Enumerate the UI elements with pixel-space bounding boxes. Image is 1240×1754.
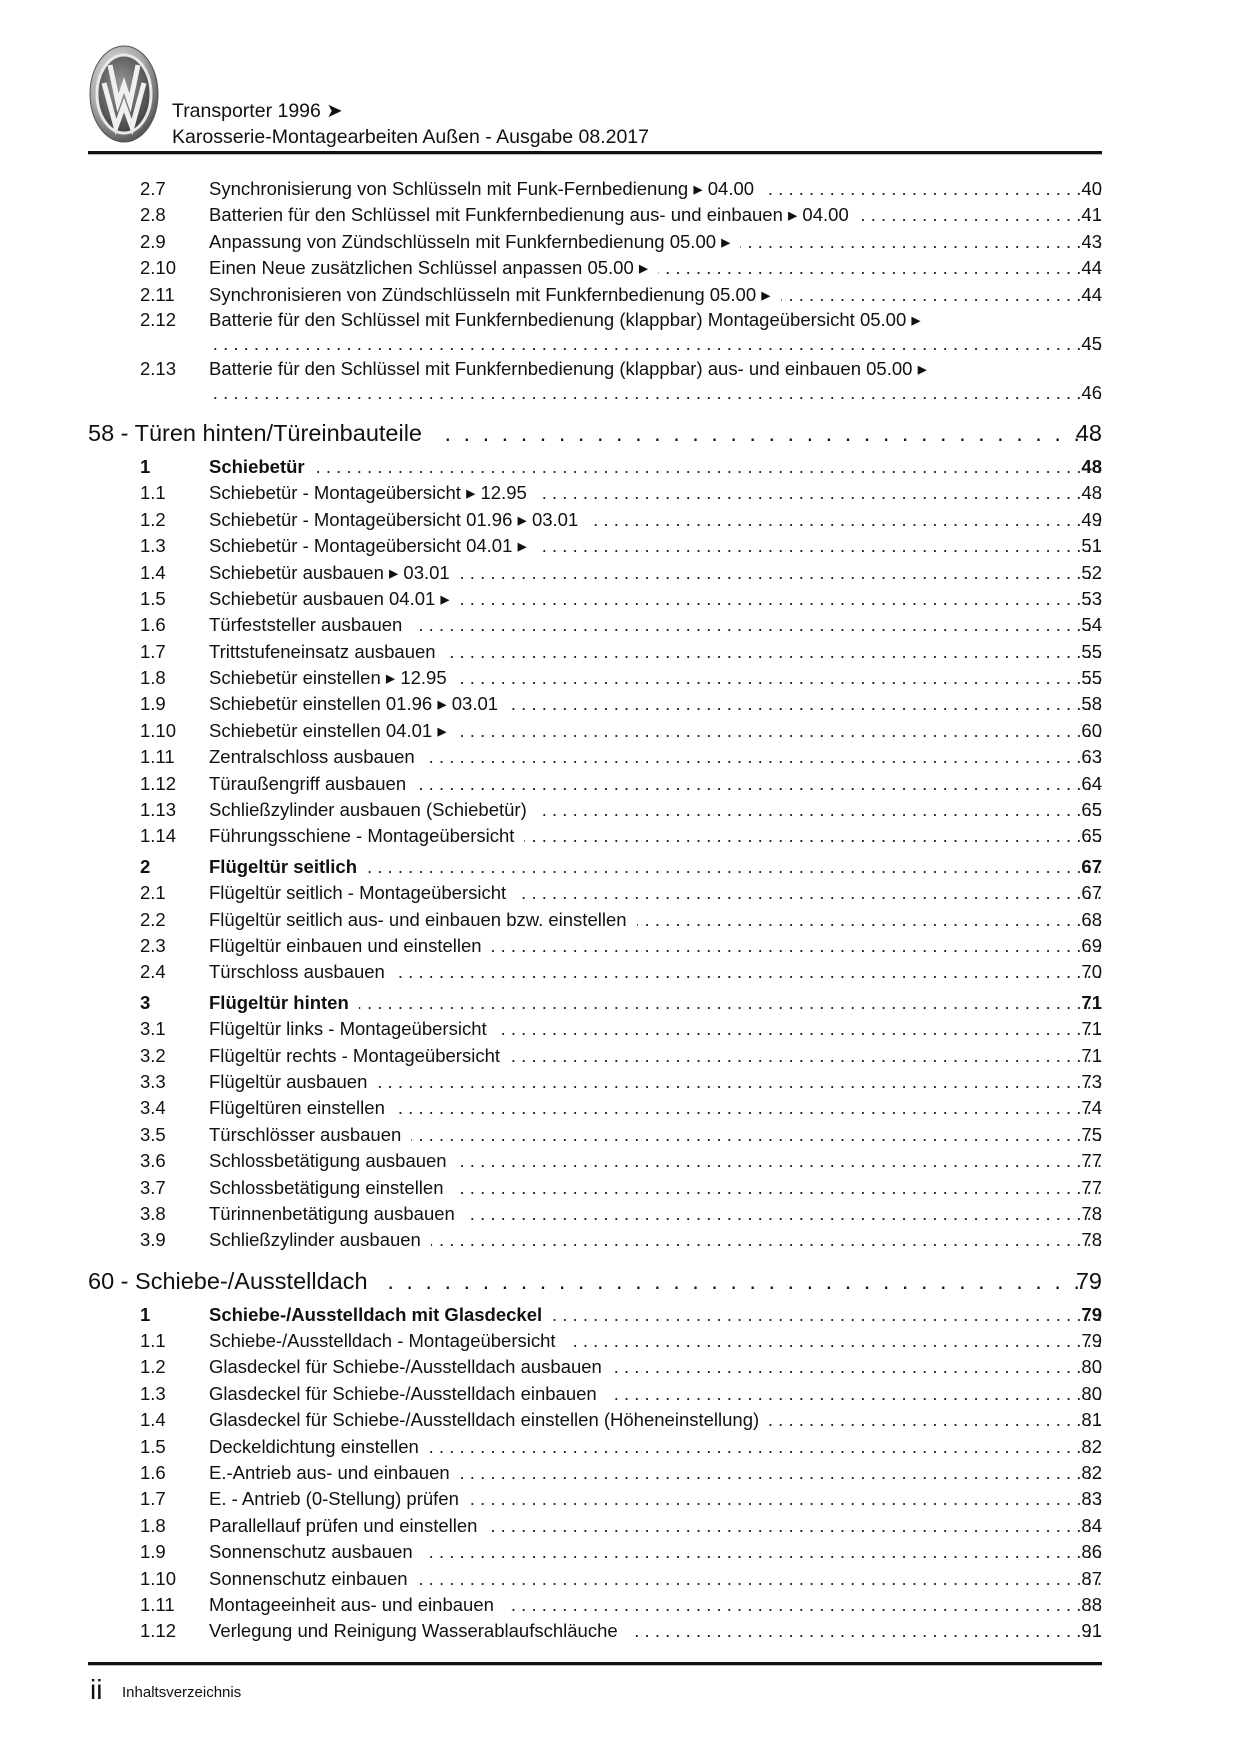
leader-dots (412, 612, 1102, 638)
toc-entry-number: 1.8 (140, 667, 166, 689)
toc-entry-number: 1.6 (140, 1462, 166, 1484)
toc-entry[interactable] (0, 1069, 1240, 1095)
toc-entry[interactable] (0, 1434, 1240, 1460)
toc-entry-title: Verlegung und Reinigung Wasserablaufschläuche (209, 1618, 628, 1644)
toc-entry-number: 1.6 (140, 614, 166, 636)
toc-entry-page: 63 (1081, 746, 1102, 768)
toc-entry[interactable] (0, 771, 1240, 797)
toc-entry-number: 3.3 (140, 1070, 166, 1092)
toc-entry-page: 78 (1081, 1229, 1102, 1251)
toc-entry-page: 45 (1081, 332, 1102, 354)
toc-entry-title: Batterien für den Schlüssel mit Funkfernbedienung aus- und einbauen ▸ 04.00 (209, 202, 859, 228)
leader-dots (460, 586, 1102, 612)
leader-dots (380, 1260, 1102, 1302)
toc-entry[interactable] (0, 907, 1240, 933)
toc-entry-page: 60 (1081, 719, 1102, 741)
leader-dots (457, 1148, 1102, 1174)
toc-entry-page: 46 (1081, 381, 1102, 403)
toc-entry-title: Schließzylinder ausbauen (Schiebetür) (209, 797, 537, 823)
toc-entry-number: 1.14 (140, 825, 177, 847)
toc-entry[interactable] (0, 823, 1240, 849)
leader-dots (460, 1460, 1102, 1486)
toc-entry[interactable] (0, 718, 1240, 744)
toc-entry-number: 1.5 (140, 1435, 166, 1457)
toc-entry[interactable] (0, 1381, 1240, 1407)
leader-dots (429, 1434, 1102, 1460)
leader-dots (469, 1486, 1102, 1512)
leader-dots (769, 1407, 1102, 1433)
toc-entry-number: 1.10 (140, 719, 177, 741)
toc-entry-page: 81 (1081, 1409, 1102, 1431)
toc-entry-title: Schiebetür ausbauen 04.01 ▸ (209, 586, 460, 612)
toc-entry-page: 75 (1081, 1123, 1102, 1145)
toc-entry-number: 2.2 (140, 908, 166, 930)
toc-entry[interactable] (0, 1016, 1240, 1042)
toc-entry-page: 74 (1081, 1097, 1102, 1119)
leader-dots (658, 255, 1102, 281)
toc-entry[interactable] (0, 1122, 1240, 1148)
toc-entry-title: Schlossbetätigung einstellen (209, 1175, 454, 1201)
toc-entry-number: 3.5 (140, 1123, 166, 1145)
toc-entry[interactable] (0, 1566, 1240, 1592)
toc-entry[interactable] (0, 480, 1240, 506)
toc-entry-title: Montageeinheit aus- und einbauen (209, 1592, 504, 1618)
toc-entry-title: Schiebetür - Montageübersicht ▸ 12.95 (209, 480, 537, 506)
leader-dots (457, 718, 1102, 744)
leader-dots (431, 1227, 1102, 1253)
toc-entry[interactable] (0, 691, 1240, 717)
toc-entry-page: 52 (1081, 561, 1102, 583)
toc-entry[interactable] (0, 1043, 1240, 1069)
leader-dots (508, 691, 1102, 717)
toc-section-heading[interactable] (0, 854, 1240, 880)
toc-entry-page: 71 (1081, 1044, 1102, 1066)
chapter-page: 48 (1075, 419, 1102, 446)
toc-entry-title: Deckeldichtung einstellen (209, 1434, 429, 1460)
toc-entry-number: 1.5 (140, 587, 166, 609)
toc-entry-number: 2.9 (140, 230, 166, 252)
toc-entry-page: 91 (1081, 1620, 1102, 1642)
toc-entry[interactable] (0, 1201, 1240, 1227)
toc-entry-title: E.-Antrieb aus- und einbauen (209, 1460, 460, 1486)
toc-entry-title: Flügeltür rechts - Montageübersicht (209, 1043, 510, 1069)
toc-entry-number: 3.2 (140, 1044, 166, 1066)
toc-entry[interactable] (0, 176, 1240, 202)
toc-entry-page: 69 (1081, 934, 1102, 956)
toc-entry-title: Einen Neue zusätzlichen Schlüssel anpassen 05.00 ▸ (209, 255, 658, 281)
toc-entry-number: 1.1 (140, 482, 166, 504)
toc-entry[interactable] (0, 1618, 1240, 1644)
toc-entry-page: 55 (1081, 667, 1102, 689)
toc-entry-page: 77 (1081, 1176, 1102, 1198)
toc-entry-number: 1.3 (140, 535, 166, 557)
toc-entry-title: Flügeltür einbauen und einstellen (209, 933, 492, 959)
toc-entry-title: Flügeltür ausbauen (209, 1069, 377, 1095)
toc-entry-number: 1.9 (140, 693, 166, 715)
leader-dots (781, 282, 1102, 308)
toc-entry[interactable] (0, 797, 1240, 823)
leader-dots (537, 533, 1102, 559)
toc-entry-number: 3.7 (140, 1176, 166, 1198)
toc-entry-number: 3.8 (140, 1202, 166, 1224)
toc-entry[interactable] (0, 1095, 1240, 1121)
toc-entry-title: Schiebetür ausbauen ▸ 03.01 (209, 560, 460, 586)
toc-entry-page: 71 (1081, 991, 1102, 1013)
leader-dots (209, 381, 1102, 404)
toc-entry[interactable] (0, 959, 1240, 985)
toc-entry[interactable] (0, 1227, 1240, 1253)
toc-section-heading[interactable] (0, 990, 1240, 1016)
toc-entry-title: Schiebetür (209, 454, 315, 480)
leader-dots (566, 1328, 1102, 1354)
header-divider (88, 151, 1102, 154)
leader-dots (588, 507, 1102, 533)
toc-entry-number: 1.13 (140, 799, 177, 821)
toc-entry-number: 1.1 (140, 1330, 166, 1352)
toc-entry-page: 82 (1081, 1462, 1102, 1484)
chapter-page: 79 (1075, 1267, 1102, 1294)
toc-entry[interactable] (0, 255, 1240, 281)
toc-entry-page: 67 (1081, 882, 1102, 904)
toc-entry[interactable] (0, 1592, 1240, 1618)
toc-entry[interactable] (0, 933, 1240, 959)
toc-entry-number: 2.12 (140, 308, 177, 330)
toc-entry-number: 1.12 (140, 772, 177, 794)
toc-entry[interactable] (0, 1486, 1240, 1512)
leader-dots (359, 990, 1102, 1016)
leader-dots (377, 1069, 1102, 1095)
toc-entry-page: 41 (1081, 204, 1102, 226)
toc-entry-number: 1.4 (140, 561, 166, 583)
toc-entry-page: 84 (1081, 1514, 1102, 1536)
toc-entry-title: Schiebetür einstellen 01.96 ▸ 03.01 (209, 691, 508, 717)
toc-entry-number: 3.6 (140, 1150, 166, 1172)
toc-entry[interactable] (0, 560, 1240, 586)
toc-entry-page: 53 (1081, 587, 1102, 609)
toc-entry[interactable] (0, 612, 1240, 638)
toc-entry-title: Batterie für den Schlüssel mit Funkfernbedienung (klappbar) Montageübersicht 05.00 ▸ (209, 308, 921, 330)
toc-entry[interactable] (0, 308, 1240, 357)
toc-entry-number: 2.1 (140, 882, 166, 904)
leader-dots (537, 797, 1102, 823)
toc-entry-number: 1.7 (140, 1488, 166, 1510)
toc-entry-title: Batterie für den Schlüssel mit Funkfernbedienung (klappbar) aus- und einbauen 05.00 ▸ (209, 357, 927, 379)
toc-entry-number: 2.3 (140, 934, 166, 956)
leader-dots (487, 1513, 1102, 1539)
leader-dots (465, 1201, 1102, 1227)
leader-dots (552, 1302, 1102, 1328)
toc-entry-title: Flügeltür seitlich aus- und einbauen bzw. einstellen (209, 907, 637, 933)
toc-section-heading[interactable] (0, 1302, 1240, 1328)
toc-entry-number: 3.4 (140, 1097, 166, 1119)
toc-entry-title: Flügeltür hinten (209, 990, 359, 1016)
toc-entry[interactable] (0, 744, 1240, 770)
toc-entry[interactable] (0, 507, 1240, 533)
toc-entry-title: Schiebetür - Montageübersicht 01.96 ▸ 03.01 (209, 507, 588, 533)
leader-dots (637, 907, 1102, 933)
chapter-title: 60 - Schiebe-/Ausstelldach (88, 1267, 368, 1294)
toc-entry-page: 48 (1081, 482, 1102, 504)
leader-dots (460, 560, 1102, 586)
toc-entry-title: Sonnenschutz ausbauen (209, 1539, 423, 1565)
leader-dots (209, 332, 1102, 355)
toc-entry-title: Glasdeckel für Schiebe-/Ausstelldach einbauen (209, 1381, 607, 1407)
footer-section-label: Inhaltsverzeichnis (122, 1684, 242, 1701)
toc-entry-title: E. - Antrieb (0-Stellung) prüfen (209, 1486, 469, 1512)
leader-dots (524, 823, 1102, 849)
toc-entry[interactable] (0, 665, 1240, 691)
toc-entry-title: Schiebetür einstellen ▸ 12.95 (209, 665, 457, 691)
toc-entry[interactable] (0, 880, 1240, 906)
toc-entry-number: 2 (140, 855, 151, 877)
toc-entry[interactable] (0, 639, 1240, 665)
toc-entry-page: 40 (1081, 178, 1102, 199)
toc-entry-number: 1 (140, 1303, 151, 1325)
toc-entry-title: Synchronisieren von Zündschlüsseln mit Funkfernbedienung 05.00 ▸ (209, 282, 781, 308)
leader-dots (764, 176, 1102, 202)
toc-entry-number: 1.4 (140, 1409, 166, 1431)
toc-entry-number: 1.11 (140, 746, 175, 768)
toc-entry-title: Türinnenbetätigung ausbauen (209, 1201, 465, 1227)
toc-entry-title: Türaußengriff ausbauen (209, 771, 416, 797)
leader-dots (425, 744, 1102, 770)
toc-entry-page: 80 (1081, 1382, 1102, 1404)
toc-entry-page: 86 (1081, 1541, 1102, 1563)
toc-entry-title: Flügeltüren einstellen (209, 1095, 395, 1121)
toc-entry-title: Flügeltür seitlich - Montageübersicht (209, 880, 516, 906)
toc-entry[interactable] (0, 229, 1240, 255)
leader-dots (434, 412, 1102, 454)
toc-entry-page: 43 (1081, 230, 1102, 252)
toc-entry-page: 79 (1081, 1330, 1102, 1352)
toc-entry-title: Türfeststeller ausbauen (209, 612, 412, 638)
leader-dots (510, 1043, 1102, 1069)
toc-entry-number: 3 (140, 991, 151, 1013)
toc-entry-title: Trittstufeneinsatz ausbauen (209, 639, 446, 665)
toc-entry[interactable] (0, 586, 1240, 612)
toc-entry-number: 1 (140, 455, 151, 477)
toc-entry-number: 2.7 (140, 178, 166, 199)
toc-entry[interactable] (0, 202, 1240, 228)
toc-entry-page: 79 (1081, 1303, 1102, 1325)
toc-entry-page: 55 (1081, 640, 1102, 662)
toc-entry-page: 44 (1081, 283, 1102, 305)
toc-section-heading[interactable] (0, 454, 1240, 480)
toc-entry-title: Glasdeckel für Schiebe-/Ausstelldach ausbauen (209, 1354, 612, 1380)
toc-entry-title: Führungsschiene - Montageübersicht (209, 823, 524, 849)
toc-entry-page: 88 (1081, 1593, 1102, 1615)
toc-entry-title: Schiebetür einstellen 04.01 ▸ (209, 718, 457, 744)
toc-entry-page: 67 (1081, 855, 1102, 877)
toc-entry-title: Flügeltür seitlich (209, 854, 367, 880)
toc-entry[interactable] (0, 282, 1240, 308)
toc-entry-number: 1.7 (140, 640, 166, 662)
vw-logo-icon (88, 43, 160, 145)
toc-entry-title: Synchronisierung von Schlüsseln mit Funk-Fernbedienung ▸ 04.00 (209, 176, 764, 202)
toc-entry[interactable] (0, 1175, 1240, 1201)
toc-entry-page: 80 (1081, 1356, 1102, 1378)
toc-entry-title: Sonnenschutz einbauen (209, 1566, 418, 1592)
leader-dots (446, 639, 1102, 665)
toc-entry-page: 73 (1081, 1070, 1102, 1092)
toc-entry-page: 65 (1081, 799, 1102, 821)
toc-entry-page: 78 (1081, 1202, 1102, 1224)
toc-entry-number: 1.3 (140, 1382, 166, 1404)
toc-entry-title: Türschlösser ausbauen (209, 1122, 411, 1148)
toc-entry[interactable] (0, 1354, 1240, 1380)
toc-entry-title: Zentralschloss ausbauen (209, 744, 425, 770)
chapter-heading-58[interactable] (0, 412, 1240, 454)
toc-entry-number: 1.2 (140, 1356, 166, 1378)
leader-dots (497, 1016, 1102, 1042)
toc-entry[interactable] (0, 1539, 1240, 1565)
toc-entry-page: 64 (1081, 772, 1102, 794)
toc-entry[interactable] (0, 357, 1240, 406)
toc-entry-number: 2.8 (140, 204, 166, 226)
leader-dots (367, 854, 1102, 880)
toc-entry[interactable] (0, 1328, 1240, 1354)
toc-entry[interactable] (0, 1407, 1240, 1433)
leader-dots (423, 1539, 1102, 1565)
toc-entry[interactable] (0, 1513, 1240, 1539)
toc-entry-number: 1.2 (140, 508, 166, 530)
toc-entry-page: 70 (1081, 961, 1102, 983)
toc-entry-number: 2.10 (140, 257, 177, 279)
header-manual-title: Karosserie-Montagearbeiten Außen - Ausgabe 08.2017 (172, 126, 649, 148)
toc-entry-number: 2.13 (140, 357, 177, 379)
toc-entry-title: Schiebe-/Ausstelldach mit Glasdeckel (209, 1302, 552, 1328)
footer-divider (88, 1662, 1102, 1665)
toc-entry[interactable] (0, 1148, 1240, 1174)
leader-dots (315, 454, 1102, 480)
footer-page-number: ii (90, 1674, 103, 1705)
toc-entry-page: 71 (1081, 1018, 1102, 1040)
leader-dots (457, 665, 1102, 691)
leader-dots (411, 1122, 1102, 1148)
leader-dots (537, 480, 1102, 506)
toc-entry-number: 3.9 (140, 1229, 166, 1251)
header-vehicle-title: Transporter 1996 ➤ (172, 100, 343, 122)
toc-entry-title: Schließzylinder ausbauen (209, 1227, 431, 1253)
toc-entry-title: Schiebetür - Montageübersicht 04.01 ▸ (209, 533, 537, 559)
toc-entry-page: 83 (1081, 1488, 1102, 1510)
leader-dots (418, 1566, 1102, 1592)
toc-entry[interactable] (0, 533, 1240, 559)
toc-entry-title: Türschloss ausbauen (209, 959, 395, 985)
toc-entry-page: 82 (1081, 1435, 1102, 1457)
toc-entry-title: Anpassung von Zündschlüsseln mit Funkfernbedienung 05.00 ▸ (209, 229, 740, 255)
toc-entry-number: 1.9 (140, 1541, 166, 1563)
leader-dots (740, 229, 1102, 255)
toc-entry-page: 54 (1081, 614, 1102, 636)
toc-entry-page: 77 (1081, 1150, 1102, 1172)
toc-entry-page: 58 (1081, 693, 1102, 715)
toc-entry-title: Schiebe-/Ausstelldach - Montageübersicht (209, 1328, 566, 1354)
toc-entry-title: Schlossbetätigung ausbauen (209, 1148, 457, 1174)
leader-dots (416, 771, 1102, 797)
toc-entry-number: 2.4 (140, 961, 166, 983)
leader-dots (395, 959, 1102, 985)
leader-dots (516, 880, 1102, 906)
leader-dots (395, 1095, 1102, 1121)
toc-entry-number: 1.8 (140, 1514, 166, 1536)
table-of-contents (0, 176, 1240, 1645)
toc-entry-page: 68 (1081, 908, 1102, 930)
toc-entry-number: 1.11 (140, 1593, 175, 1615)
toc-entry-page: 87 (1081, 1567, 1102, 1589)
toc-entry-number: 1.10 (140, 1567, 177, 1589)
leader-dots (504, 1592, 1102, 1618)
toc-entry-title: Parallellauf prüfen und einstellen (209, 1513, 487, 1539)
toc-entry-page: 51 (1081, 535, 1102, 557)
toc-entry-page: 49 (1081, 508, 1102, 530)
toc-entry-number: 3.1 (140, 1018, 166, 1040)
chapter-title: 58 - Türen hinten/Türeinbauteile (88, 419, 423, 446)
chapter-heading-60[interactable] (0, 1260, 1240, 1302)
leader-dots (492, 933, 1102, 959)
toc-entry-page: 48 (1081, 455, 1102, 477)
toc-entry-title: Flügeltür links - Montageübersicht (209, 1016, 497, 1042)
toc-entry-page: 65 (1081, 825, 1102, 847)
leader-dots (607, 1381, 1102, 1407)
toc-entry[interactable] (0, 1460, 1240, 1486)
leader-dots (454, 1175, 1103, 1201)
toc-entry-number: 2.11 (140, 283, 175, 305)
leader-dots (612, 1354, 1102, 1380)
leader-dots (628, 1618, 1102, 1644)
toc-entry-page: 44 (1081, 257, 1102, 279)
toc-entry-title: Glasdeckel für Schiebe-/Ausstelldach einstellen (Höheneinstellung) (209, 1407, 769, 1433)
toc-entry-number: 1.12 (140, 1620, 177, 1642)
